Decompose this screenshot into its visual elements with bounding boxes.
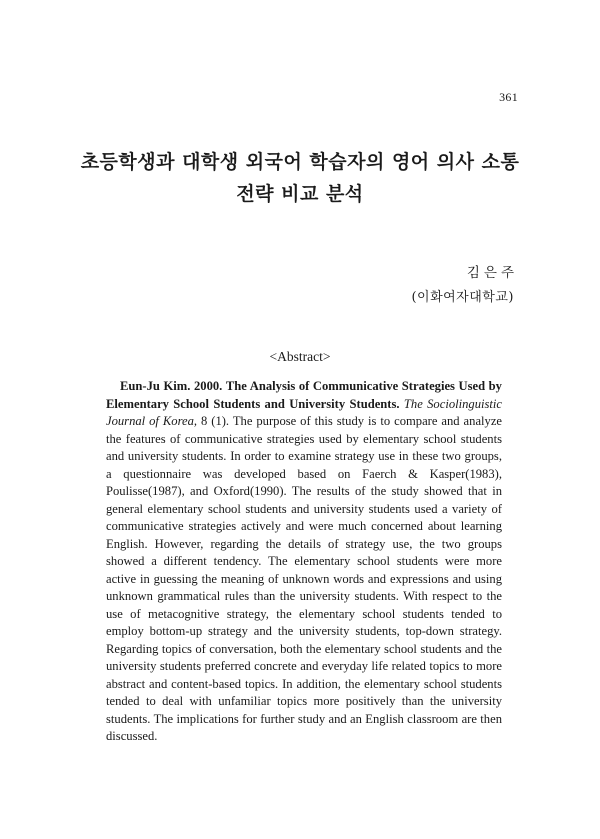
author-block (411, 260, 518, 310)
paper-title-line-1: 초등학생과 대학생 외국어 학습자의 영어 의사 소통 (80, 151, 520, 173)
abstract-text: The purpose of this study is to compare and analyze the features of communicative strategies used by elementary school students and university students. In order to examine strategy use in these two groups, a questionnaire was developed based on Faerch & Kasper(1983), Poulisse(1987), and Oxford(1990). The results of the study showed that in general elementary school students and university students used a variety of communicative strategies actively and were much concerned about learning English. However, regarding the details of strategy use, the two groups showed a different tendency. The elementary school students were more active in guessing the meaning of unknown words and expressions and using unknown grammatical rules than the university students. With respect to the use of metacognitive strategy, the elementary school students tended to employ bottom-up strategy and the university students, top-down strategy. Regarding topics of conversation, both the elementary school students and the university students preferred concrete and everyday life related topics to more abstract and content-based topics. In addition, the elementary school students tended to deal with unfamiliar topics more positively than the university students. The implications for further study and an English classroom are then discussed. (106, 414, 503, 743)
paper-title-line-2: 전략 비교 분석 (236, 183, 364, 205)
author-affiliation: (이화여자대학교) (411, 290, 514, 305)
citation-title: The Analysis of Communicative Strategies Used by Elementary School Students and University Students. (106, 379, 502, 411)
journal-volume: 8 (1). (201, 414, 230, 428)
paper-title (0, 146, 600, 210)
author-name: 김은주 (466, 265, 518, 281)
citation-author-year: Eun-Ju Kim. 2000. (120, 379, 223, 393)
abstract-heading: <Abstract> (269, 349, 331, 364)
journal-name: The Sociolinguistic Journal of Korea, (106, 396, 502, 428)
page-number: 361 (499, 90, 518, 104)
abstract-body (106, 378, 502, 746)
